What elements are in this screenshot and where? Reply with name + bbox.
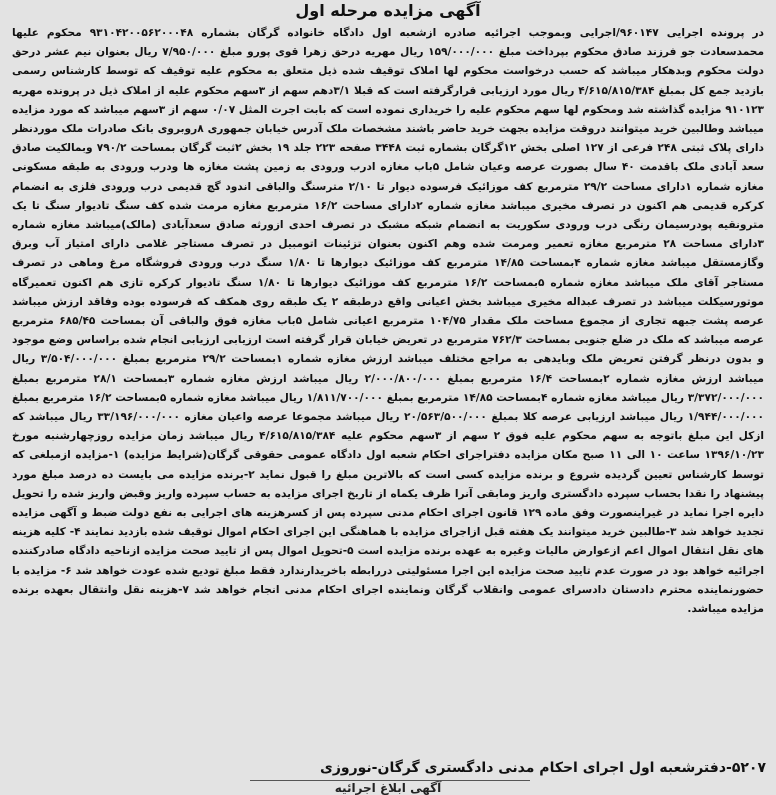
next-notice-title: آگهی ابلاغ اجرائیه <box>334 781 442 795</box>
notice-footer: ۵۲۰۷-دفترشعبه اول اجرای احکام مدنی دادگستری گرگان-نوروزی <box>320 760 766 776</box>
notice-body: در پرونده اجرایی ۹۶۰۱۴۷/اجرایی وبموجب اجرائیه صادره ازشعبه اول دادگاه خانواده گرگان بشماره ۹۳۱۰۴۲۰۰۵۶۲۰۰۰۴۸ محکوم علیها محمدسعادت جو فرزند صادق محکوم بپرداخت مبلغ ۱۵۹/۰۰۰/۰۰۰ ریال مهریه درحق زهرا قوی پورو مبلغ ۷/۹۵۰/۰۰۰ ریال بعنوان نیم عشر درحق دولت محکوم وبدهکار میباشد که حسب درخواست محکوم لها املاک توقیف شده ذیل متعلق به محکوم علیه توقیف که توسط کارشناس رسمی بازدید جمع کل بمبلغ ۴/۶۱۵/۸۱۵/۳۸۴ ریال مورد ارزیابی قرارگرفته است که قبلا ۳/۱دهم سهم از ۳سهم محکوم علیه از املاک ذیل در پرونده مهریه ۹۱۰۱۲۳ مزایده گذاشته شد ومحکوم لها سهم محکوم علیه را خریداری نموده است که بابت اجرت المثل ۰/۰۷ سهم از ۳سهم میباشد که مورد مزایده میباشد وطالبین خرید میتوانند دروقت مزایده بجهت خرید حاضر باشند مشخصات ملک آدرس خیابان جمهوری ۸روبروی بانک صادرات ملک موردنظر دارای پلاک ثبتی ۲۴۸ فرعی از ۱۲۷ اصلی بخش ۱۲گرگان بشماره ثبت ۳۴۴۸ صفحه ۲۲۳ جلد ۱۹ بخش ۲ثبت گرگان بمساحت ۷۹۰/۲ وبمالکیت صادق سعد آبادی ملک باقدمت ۴۰ سال بصورت عرصه وعیان شامل ۵باب مغازه ادرب ورودی به زمین پشت مغازه ها ودرب ورودی به طبقه مسکونی مغازه شماره ۱دارای مساحت ۲۹/۲ مترمربع کف موزائیک فرسوده دیوار تا ۲/۱۰ مترسنگ والباقی اندود گچ قدیمی درب ورودی فلزی به انضمام کرکره قدیمی هم اکنون در تصرف مخیری میباشد مغازه شماره ۲دارای مساحت ۱۶/۲ مترمربع مغازه مرمت شده کف سنگ تادیوار سنگ تا یک مترونقیه پودرسیمان رنگی درب ورودی سکوریت به انضمام شبکه مشبک در تصرف احدی ازورثه صادق سعدآبادی (مالک)میباشد مغازه شماره ۳دارای مساحت ۲۸ مترمربع مغازه تعمیر ومرمت شده وهم اکنون بعنوان تزئینات اتومبیل در تصرف مستاجر غلامی دارای امتیاز آب وبرق وگازمستقل میباشد مغازه شماره ۴بمساحت ۱۴/۸۵ مترمربع کف موزائیک دیوارها تا ۱/۸۰ سنگ درب ورودی فروشگاه مرغ وماهی در تصرف مستاجر آقای ملک میباشد مغازه شماره ۵بمساحت ۱۶/۲ مترمربع کف موزائیک دیوارها تا ۱/۸۰ سنگ تادیوار کرکره تازی هم اکنون تعمیرگاه موتورسیکلت میباشد در تصرف عبداله مخیری میباشد بخش اعیانی واقع درطبقه ۲ یک طبقه روی همکف که فرسوده بوده وفاقد ارزش میباشد عرصه پشت جبهه تجاری از مجموع مساحت ملک مقدار ۱۰۴/۷۵ مترمربع اعیانی شامل ۵باب مغازه فوق والباقی آن بمساحت ۶۸۵/۴۵ مترمربع عرصه میباشد که ملک در ضلع جنوبی بمساحت ۷۶۲/۳ مترمربع در تعریض خیابان قرار گرفته است ارزیابی ارزیابی انجام شده براساس وضع موجود و بدون درنظر گرفتن تعریض ملک وبایدهی به مراجع مختلف میباشد ارزش مغازه شماره ۱بمساحت ۲۹/۲ مترمربع بمبلغ ۳/۵۰۴/۰۰۰/۰۰۰ ریال میباشد ارزش مغازه شماره ۲بمساحت ۱۶/۴ مترمربع بمبلغ ۲/۰۰۰/۸۰۰/۰۰۰ ریال میباشد ارزش مغازه شماره ۳بمساحت ۲۸/۱ مترمربع بمبلغ ۳/۳۷۲/۰۰۰/۰۰۰ ریال میباشد مغازه شماره ۴بمساحت ۱۴/۸۵ مترمربع بمبلغ ۱/۸۱۱/۷۰۰/۰۰۰ ریال میباشد مغازه شماره ۵بمساحت ۱۶/۲ مترمربع بمبلغ ۱/۹۴۴/۰۰۰/۰۰۰ ریال میباشد ارزیابی عرصه کلا بمبلغ ۲۰/۵۶۳/۵۰۰/۰۰۰ ریال میباشد مجموعا عرصه واعیان مغازه ۳۳/۱۹۶/۰۰۰/۰۰۰ ریال میباشد که ازکل این مبلغ باتوجه به سهم محکوم علیه فوق ۲ سهم از ۳سهم محکوم علیه ۴/۶۱۵/۸۱۵/۳۸۴ ریال میباشد زمان مزایده روزچهارشنبه مورخ ۱۳۹۶/۱۰/۲۳ ساعت ۱۰ الی ۱۱ صبح مکان مزایده دفتراجرای احکام شعبه اول دادگاه عمومی حقوقی گرگان(شرایط مزایده) ۱-مزایده ازمبلغی که توسط کارشناس تعیین گردیده شروع و برنده مزایده کسی است که بالاترین مبلغ را قبول نماید ۲-برنده مزایده می بایست ده درصد مبلغ مورد پیشنهاد را نقدا بحساب سپرده دادگستری واریز ومابقی آنرا ظرف یکماه از تاریخ اجرای مزایده به حساب سپرده واریز وقبض واریز شده را تحویل دایره اجرا نماید در غیراینصورت وفق ماده ۱۲۹ قانون اجرای احکام مدنی سپرده پس از کسرهزینه های اجرایی به نفع دولت ضبط و آگهی مزایده تجدید خواهد شد ۳-طالبین خرید میتوانند یک هفته قبل ازاجرای مزایده با هماهنگی این اجرای احکام اموال توقیف شده بازدید نمایند ۴- کلیه هزینه های نقل انتقال اموال اعم ازعوارض مالیات وغیره به عهده برنده مزایده است ۵-تحویل اموال پس از تایید صحت مزایده ازناحیه دادگاه صادرکننده اجرائیه خواهد بود در صورت عدم تایید صحت مزایده این اجرا مسئولیتی دررابطه باخریدارندارد فقط مبلغ تودیع شده عودت خواهد شد ۶- مزایده با حضورنماینده محترم دادستان دادسرای عمومی وانقلاب گرگان ونماینده اجرای احکام مدنی انجام خواهد شد ۷-هزینه نقل وانتقال بعهده برنده مزایده میباشد. <box>12 27 764 616</box>
notice-title: آگهی مزایده مرحله اول <box>295 1 481 20</box>
